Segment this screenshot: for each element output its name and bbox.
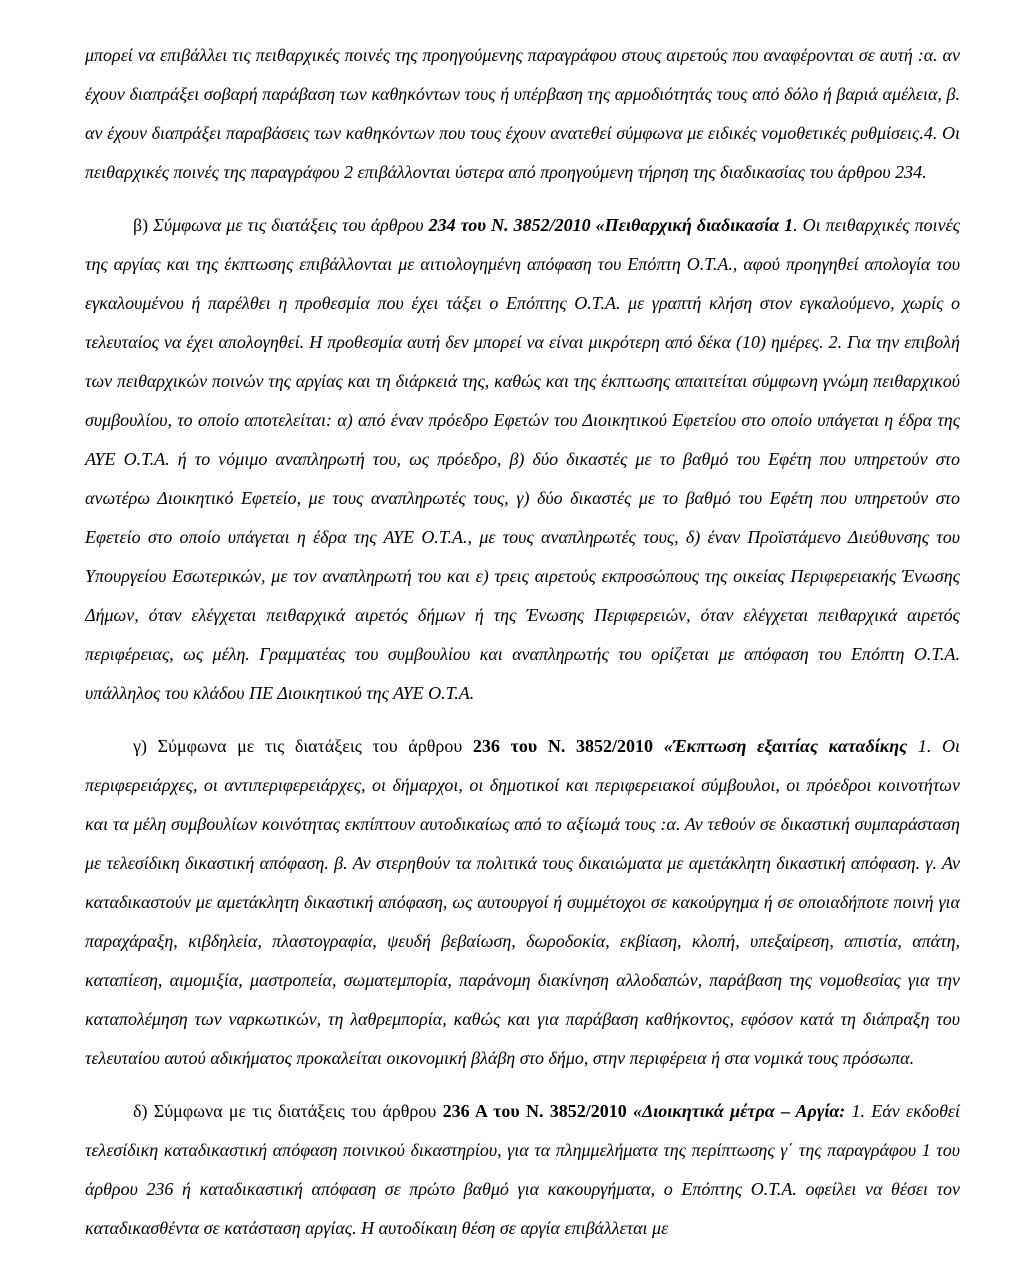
text-run: 236 του Ν. 3852/2010 <box>472 736 664 756</box>
paragraph-section-d <box>85 1092 960 1248</box>
paragraph-section-b <box>85 206 960 713</box>
text-run: «Έκπτωση εξαιτίας καταδίκης <box>663 736 908 756</box>
paragraph-continuation <box>85 36 960 192</box>
text-run: 236 Α του Ν. 3852/2010 <box>442 1101 633 1121</box>
text-run: μπορεί να επιβάλλει τις πειθαρχικές ποινές της προηγούμενης παραγράφου στους αιρετούς που αναφέρονται σε αυτή :α. αν έχουν διαπράξει σοβαρή παράβαση των καθηκόντων τους ή υπέρβαση της αρμοδιότητάς τους από δόλο ή βαριά αμέλεια, β. αν έχουν διαπράξει παραβάσεις των καθηκόντων που τους έχουν ανατεθεί σύμφωνα με ειδικές νομοθετικές ρυθμίσεις.4. Οι πειθαρχικές ποινές της παραγράφου 2 επιβάλλονται ύστερα από προηγούμενη τήρηση της διαδικασίας του άρθρου 234. <box>85 45 960 182</box>
text-run: β) <box>133 215 154 235</box>
text-run: . Οι πειθαρχικές ποινές της αργίας και της έκπτωσης επιβάλλονται με αιτιολογημένη απόφαση του Επόπτη Ο.Τ.Α., αφού προηγηθεί απολογία του εγκαλουμένου ή παρέλθει η προθεσμία που έχει τάξει ο Επόπτης Ο.Τ.Α. με γραπτή κλήση στον εγκαλούμενο, χωρίς ο τελευταίος να έχει απολογηθεί. Η προθεσμία αυτή δεν μπορεί να είναι μικρότερη από δέκα (10) ημέρες. 2. Για την επιβολή των πειθαρχικών ποινών της αργίας και τη διάρκειά της, καθώς και της έκπτωσης απαιτείται σύμφωνη γνώμη πειθαρχικού συμβουλίου, το οποίο αποτελείται: α) από έναν πρόεδρο Εφετών του Διοικητικού Εφετείου στο οποίο υπάγεται η έδρα της ΑΥΕ Ο.Τ.Α. ή το νόμιμο αναπληρωτή του, ως πρόεδρο, β) δύο δικαστές με το βαθμό του Εφέτη που υπηρετούν στο ανωτέρω Διοικητικό Εφετείο, με τους αναπληρωτές τους, γ) δύο δικαστές με το βαθμό του Εφέτη που υπηρετούν στο Εφετείο στο οποίο υπάγεται η έδρα της ΑΥΕ Ο.Τ.Α., με τους αναπληρωτές τους, δ) έναν Προϊστάμενο Διεύθυνσης του Υπουργείου Εσωτερικών, με τον αναπληρωτή του και ε) τρεις αιρετούς εκπροσώπους της οικείας Περιφερειακής Ένωσης Δήμων, όταν ελέγχεται πειθαρχικά αιρετός δήμων ή της Ένωσης Περιφερειών, όταν ελέγχεται πειθαρχικά αιρετός περιφέρειας, ως μέλη. Γραμματέας του συμβουλίου και αναπληρωτής του ορίζεται με απόφαση του Επόπτη Ο.Τ.Α. υπάλληλος του κλάδου ΠΕ Διοικητικού της ΑΥΕ Ο.Τ.Α. <box>85 215 961 703</box>
text-run: 1. Οι περιφερειάρχες, οι αντιπεριφερειάρχες, οι δήμαρχοι, οι δημοτικοί και περιφερειακοί σύμβουλοι, οι πρόεδροι κοινοτήτων και τα μέλη συμβουλίων κοινότητας εκπίπτουν αυτοδικαίως από το αξίωμά τους :α. Αν τεθούν σε δικαστική συμπαράσταση με τελεσίδικη δικαστική απόφαση. β. Αν στερηθούν τα πολιτικά τους δικαιώματα με αμετάκλητη δικαστική απόφαση. γ. Αν καταδικαστούν με αμετάκλητη δικαστική απόφαση, ως αυτουργοί ή συμμέτοχοι σε κακούργημα ή σε οποιαδήποτε ποινή για παραχάραξη, κιβδηλεία, πλαστογραφία, ψευδή βεβαίωση, δωροδοκία, εκβίαση, κλοπή, υπεξαίρεση, απιστία, απάτη, καταπίεση, αιμομιξία, μαστροπεία, σωματεμπορία, παράνομη διακίνηση αλλοδαπών, παράβαση της νομοθεσίας για την καταπολέμηση των ναρκωτικών, τη λαθρεμπορία, καθώς και για παράβαση καθήκοντος, εφόσον κατά τη διάπραξη του τελευταίου αυτού αδικήματος προκαλείται οικονομική βλάβη στο δήμο, στην περιφέρεια ή στα νομικά τους πρόσωπα. <box>85 736 960 1068</box>
text-run: 234 του Ν. 3852/2010 «Πειθαρχική διαδικασία 1 <box>428 215 794 235</box>
text-run: 1. Εάν εκδοθεί τελεσίδικη καταδικαστική απόφαση ποινικού δικαστηρίου, για τα πλημμελήματα της περίπτωσης γ΄ της παραγράφου 1 του άρθρου 236 ή καταδικαστική απόφαση σε πρώτο βαθμό για κακουργήματα, ο Επόπτης Ο.Τ.Α. οφείλει να θέσει τον καταδικασθέντα σε κατάσταση αργίας. Η αυτοδίκαιη θέση σε αργία επιβάλλεται με <box>85 1101 961 1238</box>
text-run: «Διοικητικά μέτρα – Αργία: <box>633 1101 846 1121</box>
paragraph-section-c <box>85 727 960 1078</box>
text-run: δ) Σύμφωνα με τις διατάξεις του άρθρου <box>133 1101 443 1121</box>
document-text-block <box>85 36 960 1248</box>
text-run: Σύμφωνα με τις διατάξεις του άρθρου <box>153 215 429 235</box>
text-run: γ) Σύμφωνα με τις διατάξεις του άρθρου <box>133 736 473 756</box>
